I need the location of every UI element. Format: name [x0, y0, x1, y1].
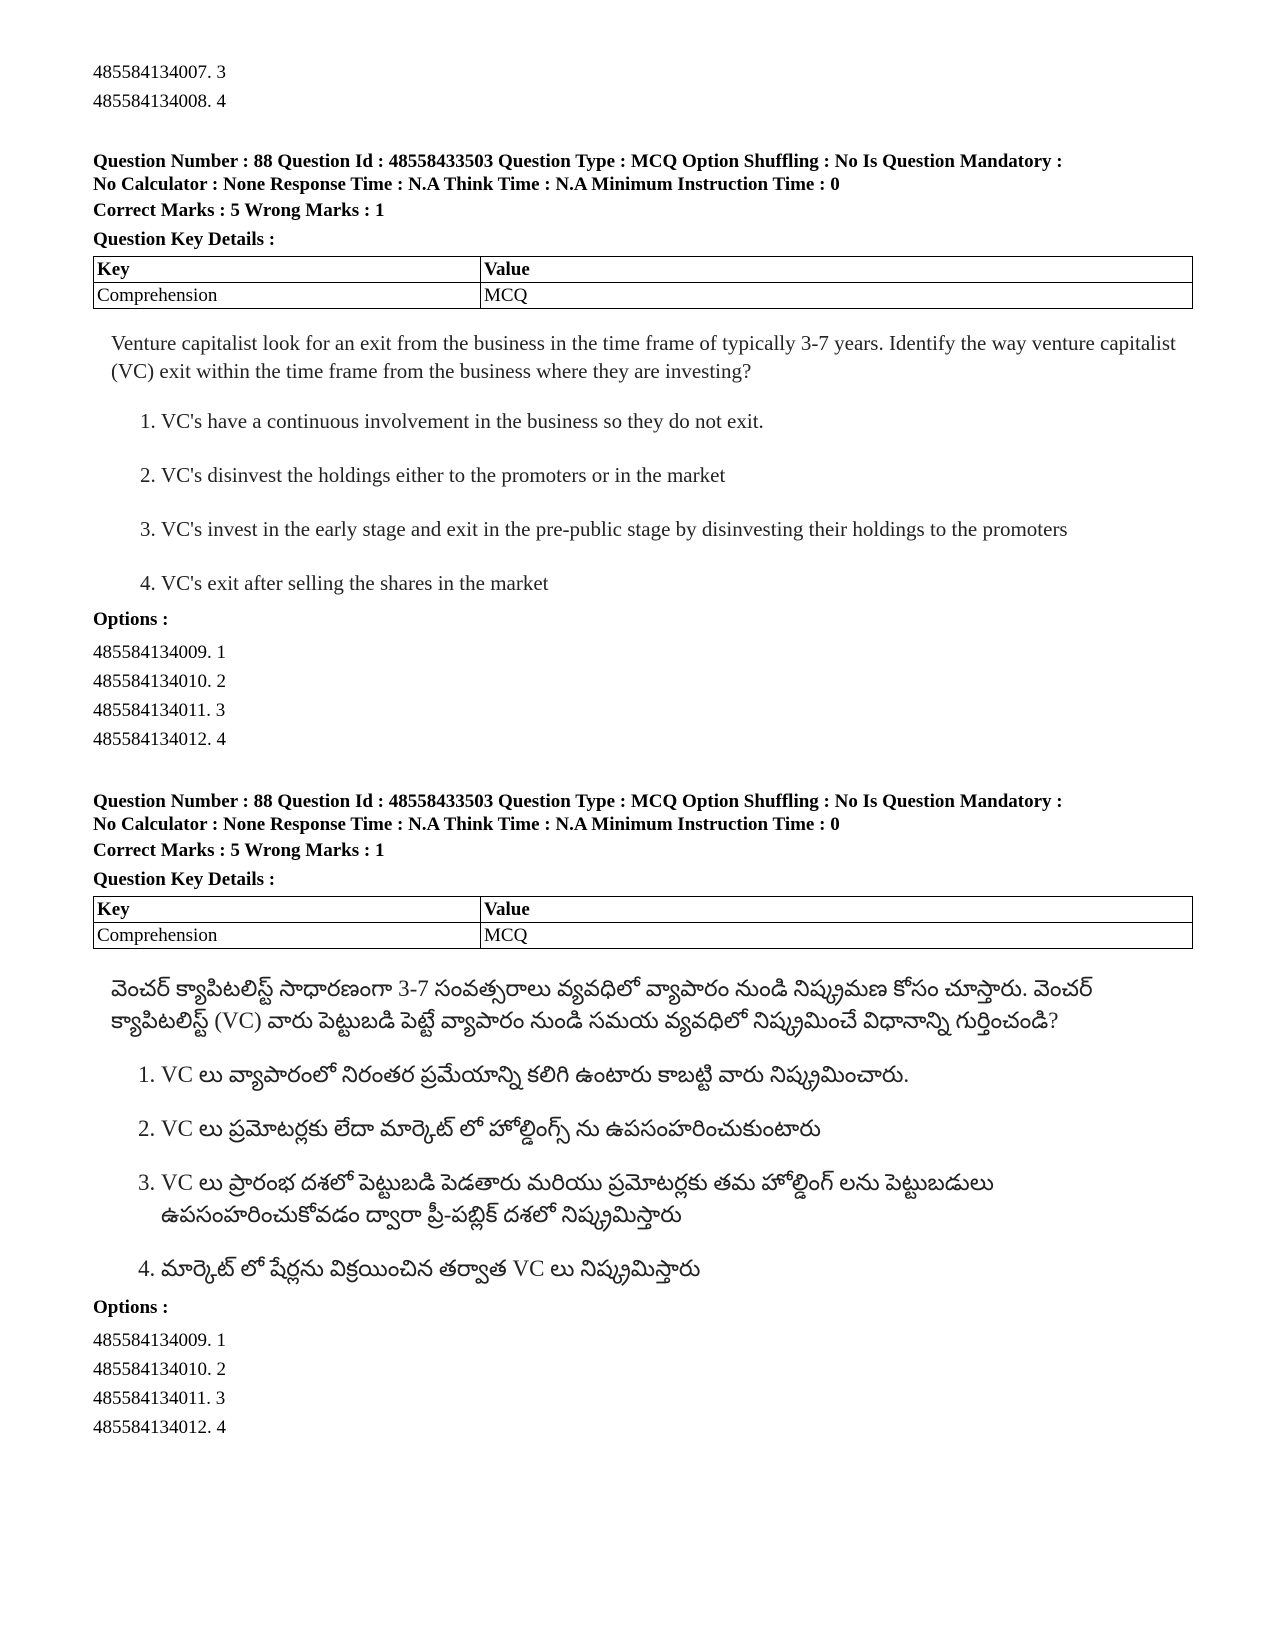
option-line: 485584134007. 3 [93, 62, 226, 83]
options-label: Options : [93, 1297, 169, 1318]
option-line: 485584134011. 3 [93, 700, 226, 721]
question-block [93, 150, 1193, 754]
choice-list [111, 407, 1193, 597]
options-label: Options : [93, 609, 169, 630]
option-line: 485584134012. 4 [93, 729, 226, 750]
question-header: No Calculator : None Response Time : N.A Think Time : N.A Minimum Instruction Time : 0 [93, 174, 840, 195]
table-cell-value: MCQ [481, 923, 1193, 949]
key-details-label: Question Key Details : [93, 229, 276, 250]
question-block [93, 790, 1193, 1442]
choice-item: 4. VC's exit after selling the shares in the market [161, 569, 1193, 597]
top-option-list [93, 58, 1193, 116]
key-details-label: Question Key Details : [93, 869, 276, 890]
question-header: Question Number : 88 Question Id : 48558433503 Question Type : MCQ Option Shuffling : No Is Question Mandatory : [93, 791, 1063, 812]
option-line: 485584134012. 4 [93, 1417, 226, 1438]
question-image [93, 973, 1193, 1285]
question-stem: వెంచర్ క్యాపిటలిస్ట్ సాధారణంగా 3-7 సంవత్సరాలు వ్యవధిలో వ్యాపారం నుండి నిష్క్రమణ కోసం చూస్తారు. వెంచర్ క్యాపిటలిస్ట్ (VC) వారు పెట్టుబడి పెట్టే వ్యాపారం నుండి సమయ వ్యవధిలో నిష్క్రమించే విధానాన్ని గుర్తించండి? [111, 976, 1093, 1033]
choice-item: 1. VC లు వ్యాపారంలో నిరంతర ప్రమేయాన్ని కలిగి ఉంటారు కాబట్టి వారు నిష్క్రమించారు. [161, 1059, 1193, 1091]
table-cell-value: MCQ [481, 283, 1193, 309]
choice-item: 3. VC's invest in the early stage and exit in the pre-public stage by disinvesting their holdings to the promoters [161, 515, 1193, 543]
option-line: 485584134010. 2 [93, 671, 226, 692]
marks-line: Correct Marks : 5 Wrong Marks : 1 [93, 200, 385, 221]
choice-item: 2. VC లు ప్రమోటర్లకు లేదా మార్కెట్ లో హోల్డింగ్స్ ను ఉపసంహరించుకుంటారు [161, 1113, 1193, 1145]
option-line: 485584134009. 1 [93, 1330, 226, 1351]
table-header-value: Value [481, 897, 1193, 923]
table-header-value: Value [481, 257, 1193, 283]
table-header-key: Key [94, 897, 481, 923]
table-cell-key: Comprehension [94, 283, 481, 309]
choice-item: 3. VC లు ప్రారంభ దశలో పెట్టుబడి పెడతారు మరియు ప్రమోటర్లకు తమ హోల్డింగ్ లను పెట్టుబడులు ఉపసంహరించుకోవడం ద్వారా ప్రీ-పబ్లిక్ దశలో నిష్క్రమిస్తారు [161, 1167, 1193, 1231]
option-line: 485584134011. 3 [93, 1388, 226, 1409]
option-line: 485584134010. 2 [93, 1359, 226, 1380]
option-list [93, 638, 1193, 754]
question-header: Question Number : 88 Question Id : 48558433503 Question Type : MCQ Option Shuffling : No Is Question Mandatory : [93, 151, 1063, 172]
choice-item: 1. VC's have a continuous involvement in the business so they do not exit. [161, 407, 1193, 435]
table-header-key: Key [94, 257, 481, 283]
option-line: 485584134009. 1 [93, 642, 226, 663]
choice-list [111, 1059, 1193, 1285]
question-header: No Calculator : None Response Time : N.A Think Time : N.A Minimum Instruction Time : 0 [93, 814, 840, 835]
question-stem: Venture capitalist look for an exit from the business in the time frame of typically 3-7 years. Identify the way venture capitalist (VC) exit within the time frame from the business where they are investing? [111, 331, 1176, 383]
choice-item: 2. VC's disinvest the holdings either to the promoters or in the market [161, 461, 1193, 489]
document-page [93, 58, 1193, 1442]
key-details-table [93, 256, 1193, 309]
table-cell-key: Comprehension [94, 923, 481, 949]
key-details-table [93, 896, 1193, 949]
option-list [93, 1326, 1193, 1442]
choice-item: 4. మార్కెట్ లో షేర్లను విక్రయించిన తర్వాత VC లు నిష్క్రమిస్తారు [161, 1253, 1193, 1285]
option-line: 485584134008. 4 [93, 91, 226, 112]
marks-line: Correct Marks : 5 Wrong Marks : 1 [93, 840, 385, 861]
question-image [93, 329, 1193, 597]
